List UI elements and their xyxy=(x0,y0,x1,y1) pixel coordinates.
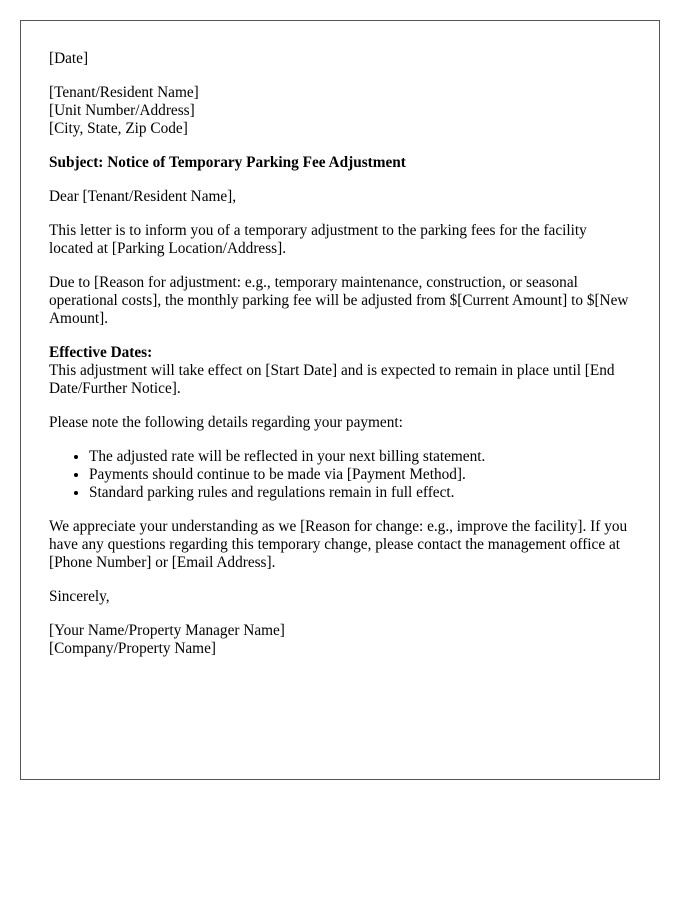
details-intro: Please note the following details regarding your payment: xyxy=(49,414,403,431)
effective-dates-heading: Effective Dates: xyxy=(49,344,153,361)
sign-off: Sincerely, xyxy=(49,588,110,605)
list-item: • The adjusted rate will be reflected in your next billing statement. xyxy=(89,448,631,466)
intro-paragraph: This letter is to inform you of a temporary adjustment to the parking fees for the facility located at [Parking Location/Address]. xyxy=(49,222,587,257)
signature-name: [Your Name/Property Manager Name] xyxy=(49,622,285,639)
recipient-name: [Tenant/Resident Name] xyxy=(49,84,199,101)
signature-company: [Company/Property Name] xyxy=(49,640,216,657)
letter-subject: Subject: Notice of Temporary Parking Fee Adjustment xyxy=(49,154,406,171)
signature-block xyxy=(49,622,631,658)
closing-paragraph: We appreciate your understanding as we [Reason for change: e.g., improve the facility]. If you have any questions regarding this temporary change, please contact the management office at [Phone Number] or [Email Address]. xyxy=(49,518,628,571)
recipient-block xyxy=(49,84,631,138)
recipient-unit: [Unit Number/Address] xyxy=(49,102,195,119)
effective-dates-text: This adjustment will take effect on [Start Date] and is expected to remain in place until [End Date/Further Notice]. xyxy=(49,362,615,397)
list-item: • Payments should continue to be made via [Payment Method]. xyxy=(89,466,631,484)
list-item: • Standard parking rules and regulations remain in full effect. xyxy=(89,484,631,502)
details-list xyxy=(49,448,631,502)
letter-date: [Date] xyxy=(49,50,89,67)
reason-paragraph: Due to [Reason for adjustment: e.g., temporary maintenance, construction, or seasonal operational costs], the monthly parking fee will be adjusted from $[Current Amount] to $[New Amount]. xyxy=(49,274,629,327)
letter-page xyxy=(20,20,660,780)
effective-dates-section xyxy=(49,344,631,398)
recipient-city: [City, State, Zip Code] xyxy=(49,120,188,137)
salutation: Dear [Tenant/Resident Name], xyxy=(49,188,237,205)
